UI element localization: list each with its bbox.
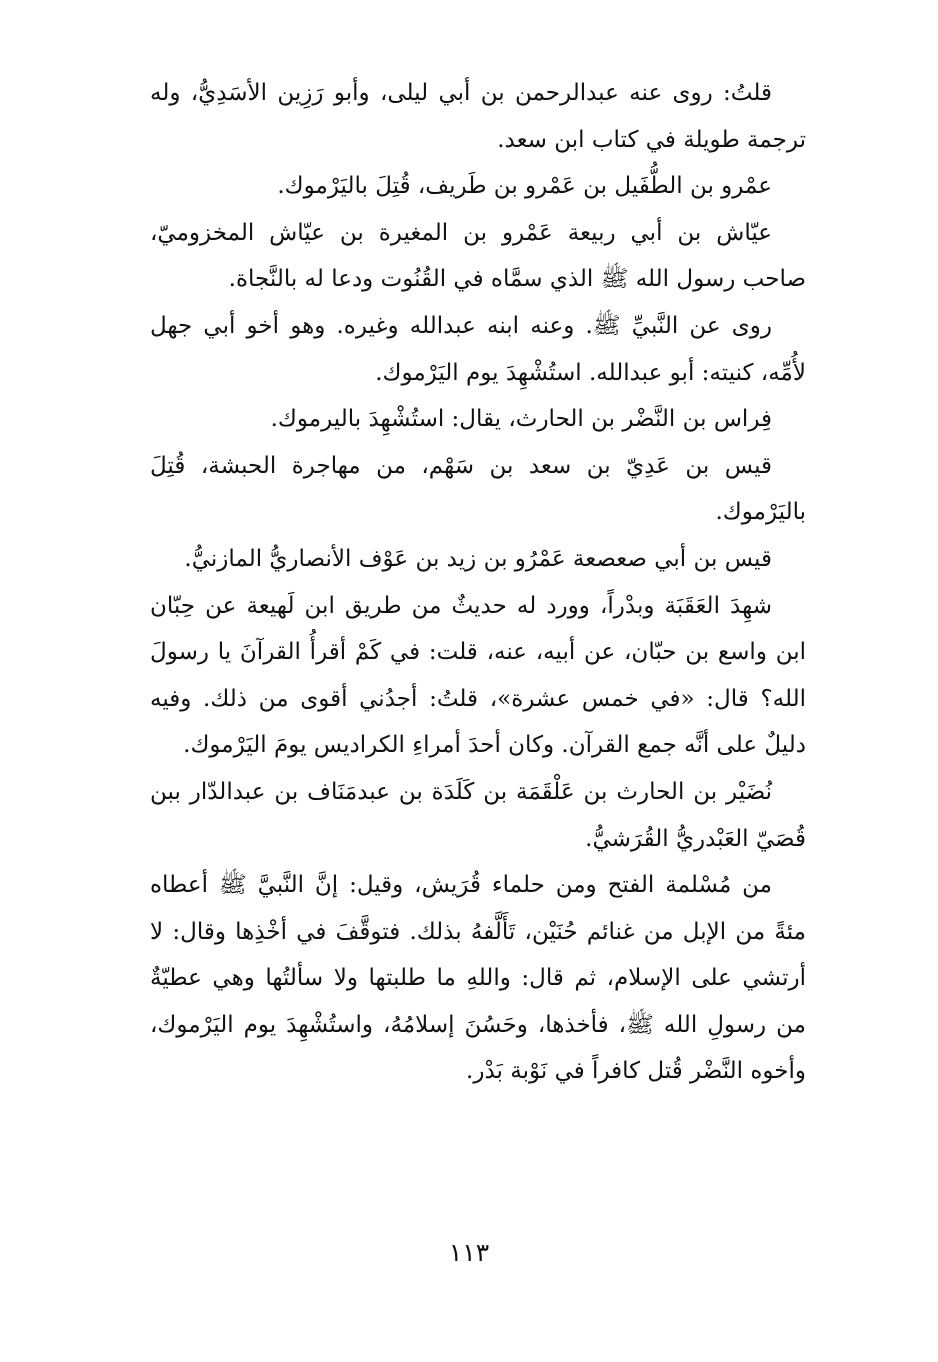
paragraph-9: نُضَيْر بن الحارث بن عَلْقَمَة بن كَلَدَة بن عبدمَنَاف بن عبدالدّار ببن قُصَيّ العَبْدريُّ القُرَشيُّ. bbox=[150, 778, 806, 852]
paragraph-6: قيس بن عَدِيّ بن سعد بن سَهْم، من مهاجرة الحبشة، قُتِلَ باليَرْموك. bbox=[150, 452, 806, 526]
body-text bbox=[150, 70, 806, 1095]
paragraph-4: روى عن النَّبيِّ ﷺ. وعنه ابنه عبدالله وغيره. وهو أخو أبي جهل لأُمِّه، كنيته: أبو عبدالله. استُشْهِدَ يوم اليَرْموك. bbox=[150, 312, 806, 386]
paragraph-1: قلتُ: روى عنه عبدالرحمن بن أبي ليلى، وأبو رَزِين الأسَدِيُّ، وله ترجمة طويلة في كتاب ابن سعد. bbox=[150, 80, 806, 153]
page-number: ١١٣ bbox=[448, 1238, 490, 1267]
paragraph-8: شهِدَ العَقَبَة وبدْراً، وورد له حديثٌ من طريق ابن لَهيعة عن حِبّان ابن واسع بن حبّان، عن أبيه، عنه، قلت: في كَمْ أقرأُ القرآنَ يا رسولَ الله؟ قال: «في خمس عشرة»، قلتُ: أجدُني أقوى من ذلك. وفيه دليلٌ على أنَّه جمع القرآن. وكان أحدَ أمراءِ الكراديس يومَ اليَرْموك. bbox=[150, 592, 806, 759]
paragraph-2: عمْرو بن الطُّفَيل بن عَمْرو بن طَريف، قُتِلَ باليَرْموك. bbox=[277, 173, 772, 200]
paragraph-10: من مُسْلمة الفتح ومن حلماء قُرَيش، وقيل: إنَّ النَّبيَّ ﷺ أعطاه مئةً من الإبل من غنائم حُنَيْن، تَأَلَّفهُ بذلك. فتوقَّفَ في أخْذِها وقال: لا أرتشي على الإسلام، ثم قال: واللهِ ما طلبتها ولا سألتُها وهي عطيّةٌ من رسولِ الله ﷺ، فأخذها، وحَسُنَ إسلامُهُ، واستُشْهِدَ يوم اليَرْموك، وأخوه النَّضْر قُتل كافراً في نَوْبة بَدْر. bbox=[150, 872, 806, 1085]
paragraph-5: فِراس بن النَّضْر بن الحارث، يقال: استُشْهِدَ باليرموك. bbox=[270, 406, 772, 433]
paragraph-3: عيّاش بن أبي ربيعة عَمْرو بن المغيرة بن عيّاش المخزوميّ، صاحب رسول الله ﷺ الذي سمَّاه في القُنُوت ودعا له بالنَّجاة. bbox=[150, 219, 806, 293]
paragraph-7: قيس بن أبي صعصعة عَمْرُو بن زيد بن عَوْف الأنصاريُّ المازنيُّ. bbox=[184, 545, 772, 572]
